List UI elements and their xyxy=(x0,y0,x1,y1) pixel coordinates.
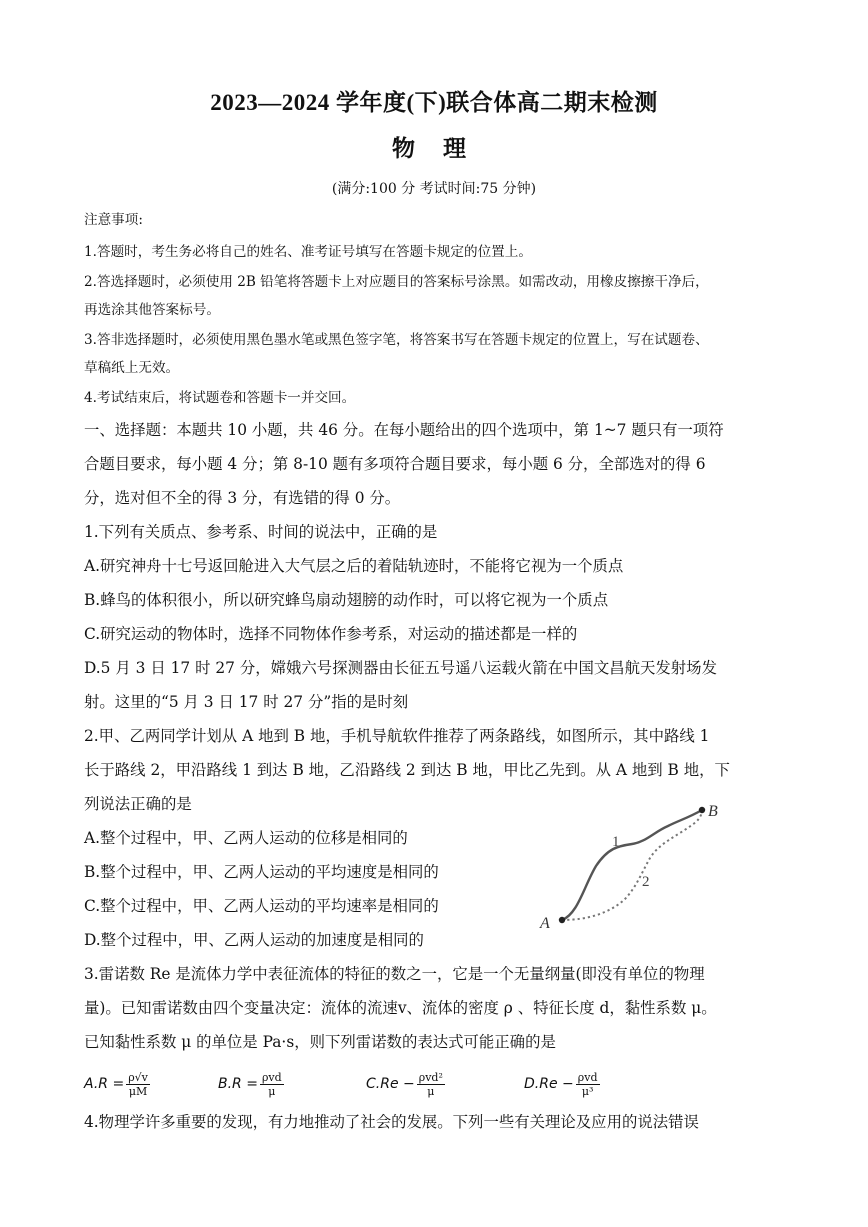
question-1-option-d-cont: 射。这里的“5 月 3 日 17 时 27 分”指的是时刻 xyxy=(84,693,409,711)
question-1-option-a: A.研究神舟十七号返回舱进入大气层之后的着陆轨迹时，不能将它视为一个质点 xyxy=(84,557,624,575)
option-d-prefix: D.Re − xyxy=(524,1076,574,1092)
route-2-label: 2 xyxy=(642,874,650,890)
option-c-denominator: μ xyxy=(427,1084,435,1098)
option-c-prefix: C.Re − xyxy=(366,1076,415,1092)
exam-title: 2023—2024 学年度(下)联合体高二期末检测 xyxy=(210,90,658,115)
route-1-path xyxy=(562,810,702,920)
route-figure xyxy=(528,796,732,944)
question-3-option-c xyxy=(366,1064,445,1104)
question-2-stem: 长于路线 2，甲沿路线 1 到达 B 地，乙沿路线 2 到达 B 地，甲比乙先到。从 A 地到 B 地，下 xyxy=(84,761,730,779)
notice-line: 1.答题时，考生务必将自己的姓名、准考证号填写在答题卡规定的位置上。 xyxy=(84,244,532,260)
option-d-denominator: μ³ xyxy=(581,1084,594,1098)
question-2-option-d: D.整个过程中，甲、乙两人运动的加速度是相同的 xyxy=(84,931,424,949)
question-3-option-d xyxy=(524,1064,600,1104)
question-3-option-a xyxy=(84,1064,150,1104)
option-b-fraction xyxy=(260,1071,284,1098)
option-b-prefix: B.R = xyxy=(218,1076,258,1092)
option-a-prefix: A.R = xyxy=(84,1076,125,1092)
question-2-option-c: C.整个过程中，甲、乙两人运动的平均速率是相同的 xyxy=(84,897,439,915)
option-a-numerator: ρ√v xyxy=(128,1070,148,1084)
option-c-numerator: ρvd² xyxy=(418,1070,443,1084)
question-3-stem: 已知黏性系数 μ 的单位是 Pa·s，则下列雷诺数的表达式可能正确的是 xyxy=(84,1033,556,1051)
question-3-stem: 3.雷诺数 Re 是流体力学中表征流体的特征的数之一，它是一个无量纲量(即没有单位的物理 xyxy=(84,965,705,983)
notice-heading: 注意事项: xyxy=(84,212,143,228)
route-2-path xyxy=(562,810,702,920)
question-1-stem: 1.下列有关质点、参考系、时间的说法中，正确的是 xyxy=(84,523,438,541)
question-1-option-c: C.研究运动的物体时，选择不同物体作参考系，对运动的描述都是一样的 xyxy=(84,625,578,643)
label-a: A xyxy=(540,915,550,932)
point-b-marker xyxy=(699,807,705,813)
label-b: B xyxy=(708,803,718,820)
question-3-option-b xyxy=(218,1064,284,1104)
option-d-fraction xyxy=(576,1071,600,1098)
subject-title: 物 理 xyxy=(391,135,476,162)
question-2-stem: 2.甲、乙两同学计划从 A 地到 B 地，手机导航软件推荐了两条路线，如图所示，其中路线 1 xyxy=(84,727,710,745)
question-4-stem: 4.物理学许多重要的发现，有力地推动了社会的发展。下列一些有关理论及应用的说法错误 xyxy=(84,1113,699,1131)
section-intro: 合题目要求，每小题 4 分；第 8-10 题有多项符合题目要求，每小题 6 分，全部选对的得 6 xyxy=(84,455,706,473)
question-2-option-a: A.整个过程中，甲、乙两人运动的位移是相同的 xyxy=(84,829,408,847)
option-c-fraction xyxy=(417,1071,445,1098)
option-a-denominator: μM xyxy=(128,1084,148,1098)
option-b-denominator: μ xyxy=(268,1084,276,1098)
notice-line: 3.答非选择题时，必须使用黑色墨水笔或黑色签字笔，将答案书写在答题卡规定的位置上，写在试题卷、 xyxy=(84,332,709,348)
section-intro: 一、选择题：本题共 10 小题，共 46 分。在每小题给出的四个选项中，第 1~7 题只有一项符 xyxy=(84,421,724,439)
question-3-stem: 量)。已知雷诺数由四个变量决定：流体的流速v、流体的密度 ρ 、特征长度 d，黏性系数 μ。 xyxy=(84,999,717,1017)
question-2-stem: 列说法正确的是 xyxy=(84,795,192,813)
section-intro: 分，选对但不全的得 3 分，有选错的得 0 分。 xyxy=(84,489,401,507)
question-2-option-b: B.整个过程中，甲、乙两人运动的平均速度是相同的 xyxy=(84,863,439,881)
option-a-fraction xyxy=(126,1071,150,1098)
question-1-option-b: B.蜂鸟的体积很小，所以研究蜂鸟扇动翅膀的动作时，可以将它视为一个质点 xyxy=(84,591,609,609)
notice-line: 4.考试结束后，将试题卷和答题卡一并交回。 xyxy=(84,390,356,406)
notice-line: 草稿纸上无效。 xyxy=(84,360,180,376)
option-b-numerator: ρvd xyxy=(261,1070,282,1084)
point-a-marker xyxy=(559,917,565,923)
option-d-numerator: ρvd xyxy=(577,1070,598,1084)
route-1-label: 1 xyxy=(612,834,620,850)
exam-meta: (满分:100 分 考试时间:75 分钟) xyxy=(331,181,537,197)
question-1-option-d: D.5 月 3 日 17 时 27 分，嫦娥六号探测器由长征五号遥八运载火箭在中国文昌航天发射场发 xyxy=(84,659,717,677)
notice-line: 再选涂其他答案标号。 xyxy=(84,302,220,318)
notice-line: 2.答选择题时，必须使用 2B 铅笔将答题卡上对应题目的答案标号涂黑。如需改动，用橡皮擦擦干净后， xyxy=(84,274,709,290)
